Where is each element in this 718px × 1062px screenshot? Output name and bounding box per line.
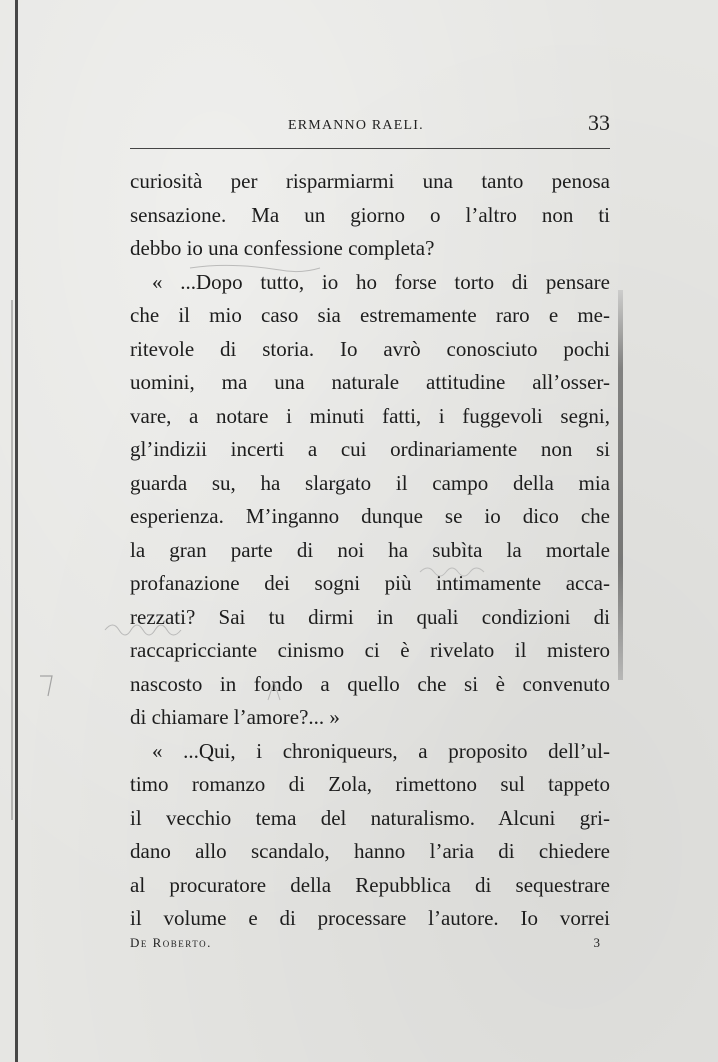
- text-line: rezzati? Sai tu dirmi in quali condizioni di: [130, 604, 610, 629]
- text-line: dano allo scandalo, hanno l’aria di chiedere: [130, 839, 610, 863]
- text-line: guarda su, ha slargato il campo della mia: [130, 470, 610, 495]
- text-line: profanazione dei sogni più intimamente acca-: [130, 571, 610, 595]
- text-line: nascosto in fondo a quello che si è convenuto: [130, 671, 610, 696]
- text-line: uomini, ma una naturale attitudine all’osser-: [130, 370, 610, 394]
- header-rule: [130, 148, 610, 149]
- text-line: « ...Qui, i chroniqueurs, a proposito dell’ul-: [152, 738, 610, 763]
- running-head: ERMANNO RAELI.: [288, 118, 424, 133]
- text-line: ritevole di storia. Io avrò conosciuto pochi: [130, 336, 610, 361]
- page-footer: [130, 935, 600, 959]
- text-line: timo romanzo di Zola, rimettono sul tappeto: [130, 772, 610, 796]
- text-line: curiosità per risparmiarmi una tanto penosa: [130, 169, 610, 193]
- text-line: vare, a notare i minuti fatti, i fuggevoli segni,: [130, 403, 610, 428]
- body-text: [130, 165, 610, 936]
- text-line: al procuratore della Repubblica di sequestrare: [130, 872, 610, 897]
- text-line: di chiamare l’amore?... »: [130, 705, 340, 729]
- page-number: 33: [588, 110, 610, 135]
- text-line: gl’indizii incerti a cui ordinariamente non si: [130, 437, 610, 461]
- signature-mark: De Roberto.: [130, 935, 212, 950]
- margin-pencil-line: [618, 290, 623, 680]
- margin-tick: [40, 676, 52, 696]
- text-line: debbo io una confessione completa?: [130, 236, 435, 260]
- text-line: il vecchio tema del naturalismo. Alcuni gri-: [130, 805, 610, 830]
- signature-number: 3: [593, 935, 600, 950]
- binding-edge-line: [15, 0, 18, 1062]
- text-line: « ...Dopo tutto, io ho forse torto di pensare: [152, 269, 610, 294]
- text-line: che il mio caso sia estremamente raro e me-: [130, 303, 610, 327]
- text-line: la gran parte di noi ha subìta la mortale: [130, 537, 610, 562]
- binding-shadow: [11, 300, 13, 820]
- text-line: il volume e di processare l’autore. Io vorrei: [130, 906, 610, 930]
- text-line: raccapricciante cinismo ci è rivelato il mistero: [130, 638, 610, 662]
- page-header: [130, 110, 610, 140]
- text-line: sensazione. Ma un giorno o l’altro non ti: [130, 202, 610, 227]
- text-line: esperienza. M’inganno dunque se io dico che: [130, 504, 610, 528]
